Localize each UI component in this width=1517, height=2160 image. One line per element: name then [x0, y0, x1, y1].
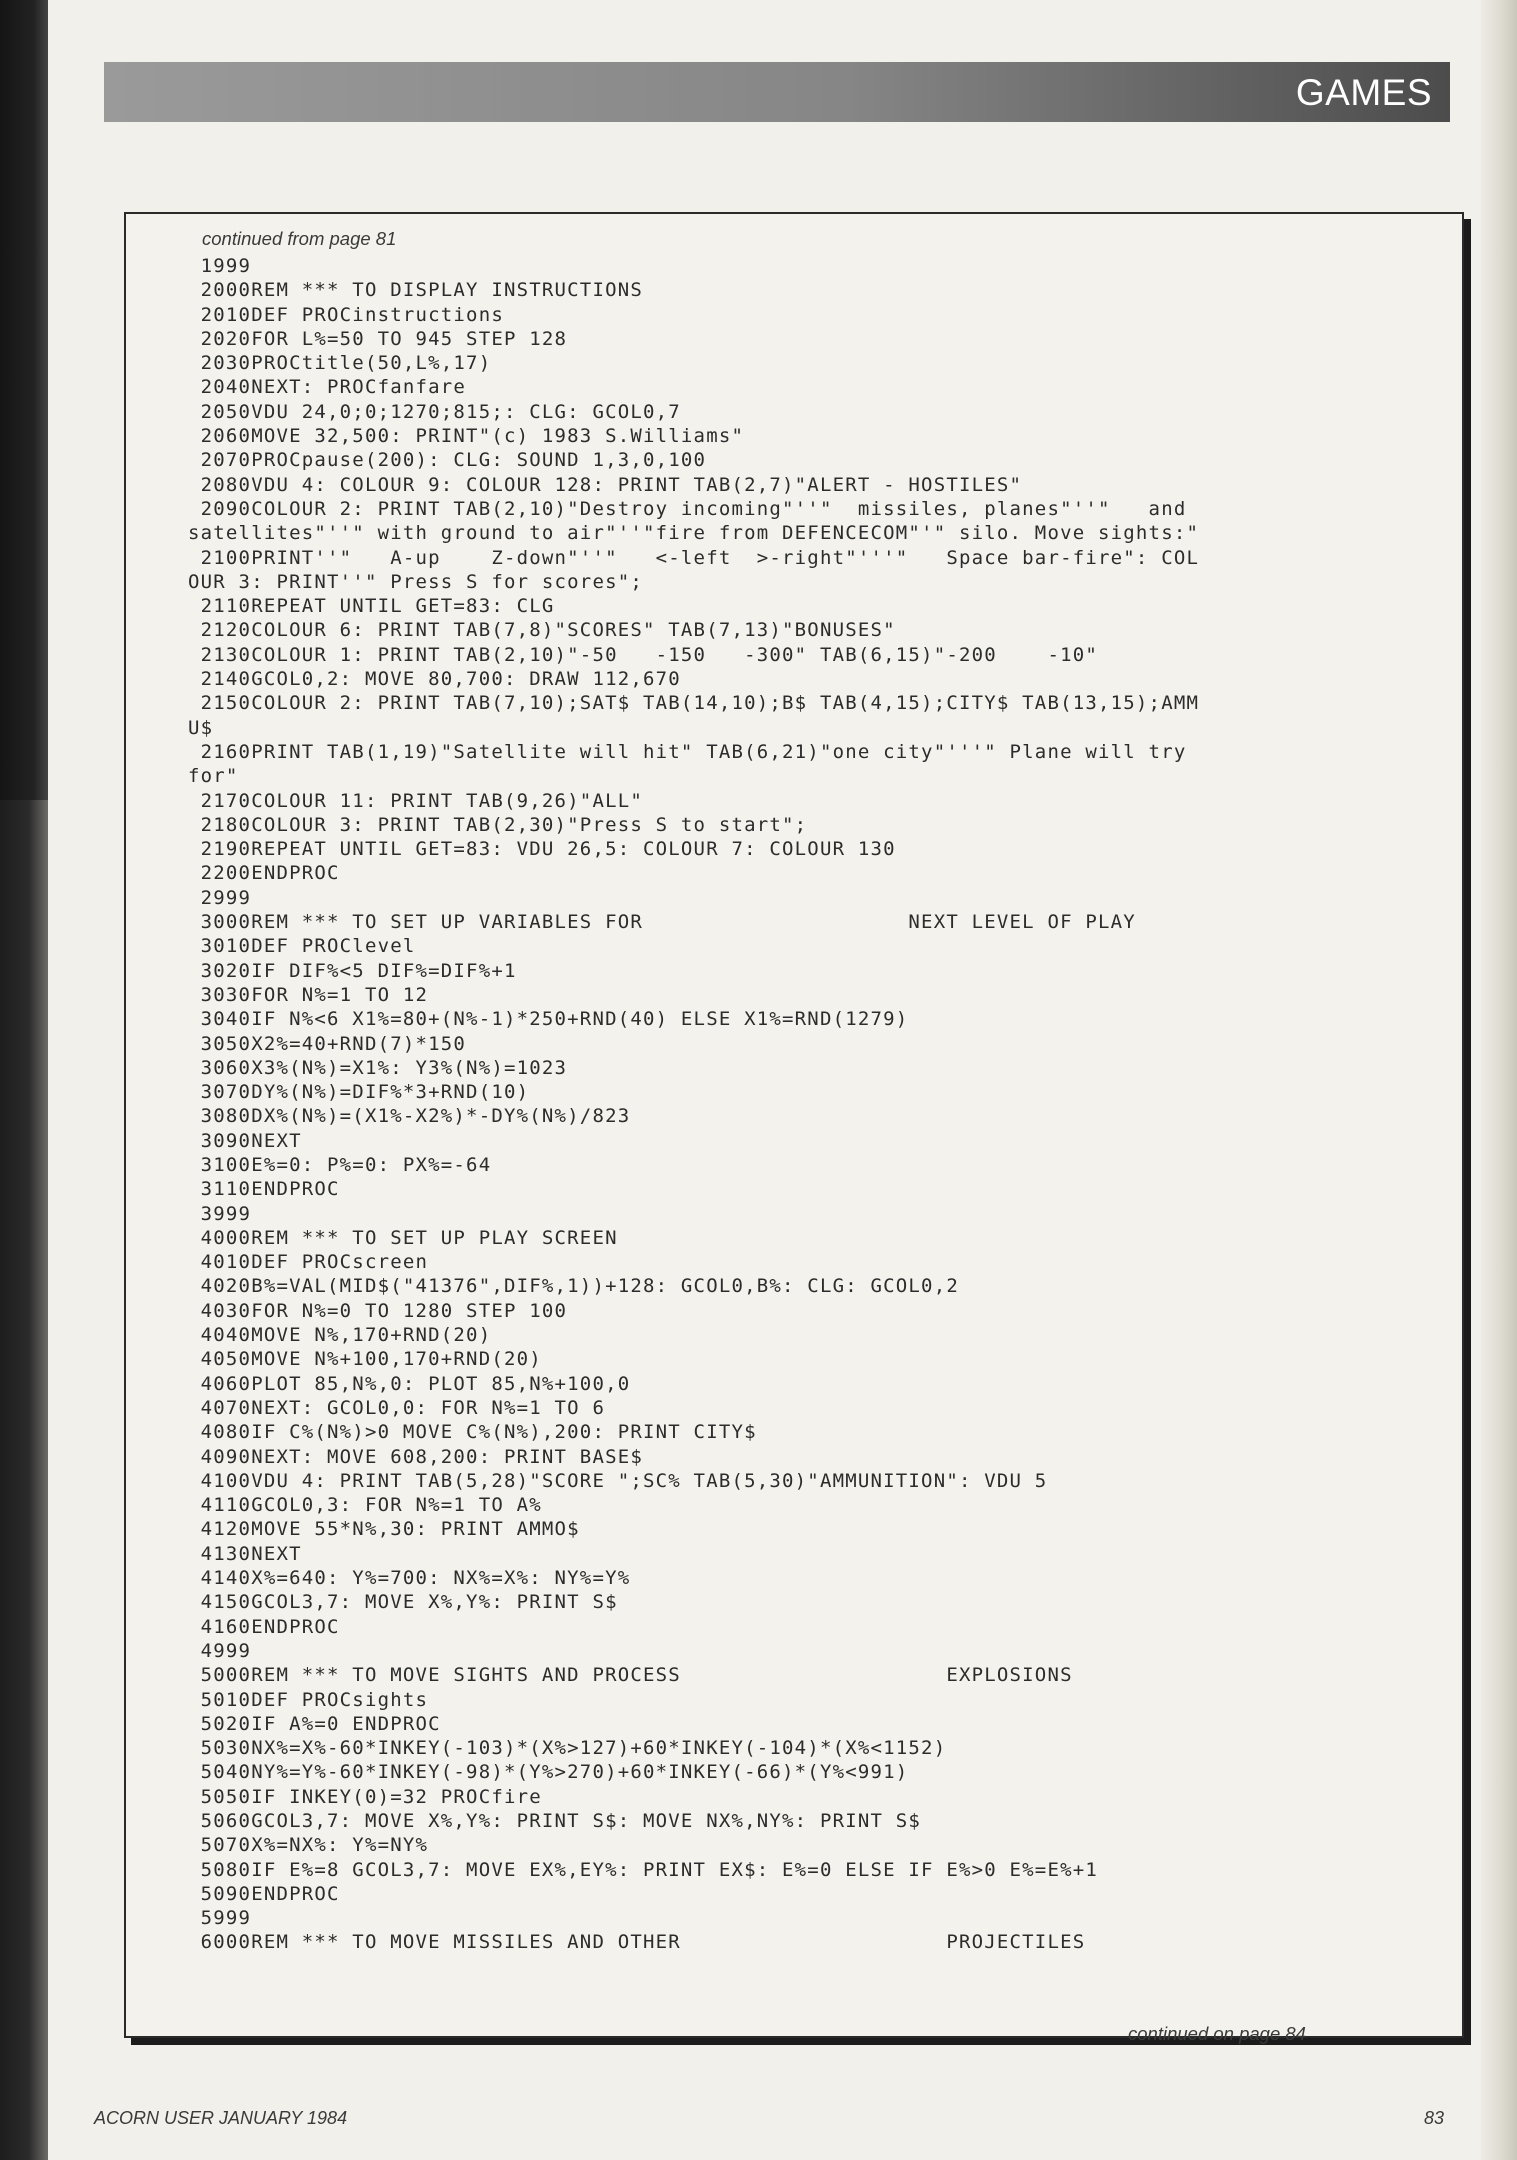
listing-line: 2080VDU 4: COLOUR 9: COLOUR 128: PRINT TAB(2,7)"ALERT - HOSTILES"	[188, 473, 1023, 496]
listing-line: 5010DEF PROCsights	[188, 1688, 429, 1711]
listing-line: 2000REM *** TO DISPLAY INSTRUCTIONS	[188, 279, 644, 302]
listing-line: 4140X%=640: Y%=700: NX%=X%: NY%=Y%	[188, 1567, 631, 1590]
listing-line: 2020FOR L%=50 TO 945 STEP 128	[188, 327, 568, 350]
listing-line: 5030NX%=X%-60*INKEY(-103)*(X%>127)+60*INKEY(-104)*(X%<1152)	[188, 1737, 947, 1760]
listing-line: 2140GCOL0,2: MOVE 80,700: DRAW 112,670	[188, 668, 681, 691]
listing-line: 4999	[188, 1639, 252, 1662]
listing-line: 4000REM *** TO SET UP PLAY SCREEN	[188, 1226, 618, 1249]
listing-line: 2060MOVE 32,500: PRINT"(c) 1983 S.Williams"	[188, 425, 745, 448]
listing-line: 4060PLOT 85,N%,0: PLOT 85,N%+100,0	[188, 1372, 631, 1395]
listing-line: 2010DEF PROCinstructions	[188, 303, 504, 326]
binding-spine-shadow	[0, 0, 48, 800]
listing-line: 5060GCOL3,7: MOVE X%,Y%: PRINT S$: MOVE NX%,NY%: PRINT S$	[188, 1810, 922, 1832]
listing-line: U$	[188, 716, 214, 739]
listing-line: 1999	[188, 255, 252, 277]
listing-line: 3080DX%(N%)=(X1%-X2%)*-DY%(N%)/823	[188, 1105, 631, 1128]
listing-line: 5090ENDPROC	[188, 1882, 340, 1905]
listing-line: 4020B%=VAL(MID$("41376",DIF%,1))+128: GCOL0,B%: CLG: GCOL0,2	[188, 1275, 959, 1298]
listing-line: 5999	[188, 1907, 252, 1930]
listing-line: 2190REPEAT UNTIL GET=83: VDU 26,5: COLOUR 7: COLOUR 130	[188, 838, 896, 861]
listing-line: 2110REPEAT UNTIL GET=83: CLG	[188, 595, 555, 618]
listing-line: 5040NY%=Y%-60*INKEY(-98)*(Y%>270)+60*INKEY(-66)*(Y%<991)	[188, 1761, 909, 1784]
page-number: 83	[1424, 2108, 1445, 2128]
listing-line: 2200ENDPROC	[188, 862, 340, 885]
listing-line: 3030FOR N%=1 TO 12	[188, 983, 429, 1006]
listing-line: 3050X2%=40+RND(7)*150	[188, 1032, 467, 1055]
listing-line: 2150COLOUR 2: PRINT TAB(7,10);SAT$ TAB(14,10);B$ TAB(4,15);CITY$ TAB(13,15);AMM	[188, 692, 1200, 715]
listing-line: 3000REM *** TO SET UP VARIABLES FOR NEXT LEVEL OF PLAY	[188, 911, 1136, 934]
listing-line: 2070PROCpause(200): CLG: SOUND 1,3,0,100	[188, 449, 707, 472]
listing-line: satellites"''" with ground to air"''"fire from DEFENCECOM"'" silo. Move sights:"	[188, 522, 1200, 545]
listing-line: 2120COLOUR 6: PRINT TAB(7,8)"SCORES" TAB(7,13)"BONUSES"	[188, 619, 896, 642]
listing-line: 2180COLOUR 3: PRINT TAB(2,30)"Press S to start";	[188, 813, 808, 836]
listing-line: 2170COLOUR 11: PRINT TAB(9,26)"ALL"	[188, 789, 644, 812]
page-edge	[1481, 0, 1517, 2160]
listing-line: 5020IF A%=0 ENDPROC	[188, 1712, 441, 1735]
listing-line: 3040IF N%<6 X1%=80+(N%-1)*250+RND(40) ELSE X1%=RND(1279)	[188, 1008, 909, 1031]
listing-line: 4130NEXT	[188, 1542, 302, 1565]
listing-line: 3020IF DIF%<5 DIF%=DIF%+1	[188, 959, 517, 982]
listing-line: 3070DY%(N%)=DIF%*3+RND(10)	[188, 1081, 530, 1104]
listing-line: 4150GCOL3,7: MOVE X%,Y%: PRINT S$	[188, 1591, 618, 1614]
listing-line: 4040MOVE N%,170+RND(20)	[188, 1324, 492, 1347]
listing-line: 5080IF E%=8 GCOL3,7: MOVE EX%,EY%: PRINT EX$: E%=0 ELSE IF E%>0 E%=E%+1	[188, 1858, 1099, 1881]
continued-from-note: continued from page 81	[202, 228, 397, 249]
listing-line: 2040NEXT: PROCfanfare	[188, 376, 467, 399]
listing-line: 2030PROCtitle(50,L%,17)	[188, 352, 492, 375]
listing-line: 2999	[188, 886, 252, 909]
basic-program-listing	[188, 254, 1388, 1955]
listing-line: 2100PRINT''" A-up Z-down"''" <-left >-right"'''" Space bar-fire": COL	[188, 546, 1200, 569]
listing-line: 4030FOR N%=0 TO 1280 STEP 100	[188, 1299, 568, 1322]
listing-line: 3010DEF PROClevel	[188, 935, 416, 958]
listing-line: 3060X3%(N%)=X1%: Y3%(N%)=1023	[188, 1056, 568, 1079]
listing-line: 5000REM *** TO MOVE SIGHTS AND PROCESS EXPLOSIONS	[188, 1664, 1073, 1687]
listing-line: 2050VDU 24,0;0;1270;815;: CLG: GCOL0,7	[188, 400, 681, 423]
listing-line: 2090COLOUR 2: PRINT TAB(2,10)"Destroy incoming"''" missiles, planes"''" and	[188, 497, 1187, 520]
listing-line: 3100E%=0: P%=0: PX%=-64	[188, 1153, 492, 1176]
continued-on-note: continued on page 84	[1128, 2023, 1306, 2044]
listing-line: 5050IF INKEY(0)=32 PROCfire	[188, 1785, 542, 1808]
listing-line: 4110GCOL0,3: FOR N%=1 TO A%	[188, 1494, 542, 1517]
listing-line: 3110ENDPROC	[188, 1178, 340, 1201]
listing-line: 4050MOVE N%+100,170+RND(20)	[188, 1348, 542, 1371]
listing-line: 4100VDU 4: PRINT TAB(5,28)"SCORE ";SC% TAB(5,30)"AMMUNITION": VDU 5	[188, 1469, 1048, 1492]
listing-line: 5070X%=NX%: Y%=NY%	[188, 1834, 429, 1857]
listing-line: 4160ENDPROC	[188, 1615, 340, 1638]
listing-line: 4070NEXT: GCOL0,0: FOR N%=1 TO 6	[188, 1396, 606, 1419]
listing-line: 3999	[188, 1202, 252, 1225]
listing-line: OUR 3: PRINT''" Press S for scores";	[188, 570, 644, 593]
listing-line: for"	[188, 765, 239, 788]
publication-footer: ACORN USER JANUARY 1984	[94, 2108, 348, 2128]
listing-line: 3090NEXT	[188, 1129, 302, 1152]
listing-line: 4010DEF PROCscreen	[188, 1251, 429, 1274]
listing-line: 4090NEXT: MOVE 608,200: PRINT BASE$	[188, 1445, 644, 1468]
listing-line: 4080IF C%(N%)>0 MOVE C%(N%),200: PRINT CITY$	[188, 1421, 757, 1444]
listing-line: 2160PRINT TAB(1,19)"Satellite will hit" TAB(6,21)"one city"'''" Plane will try	[188, 740, 1187, 763]
listing-line: 2130COLOUR 1: PRINT TAB(2,10)"-50 -150 -300" TAB(6,15)"-200 -10"	[188, 643, 1099, 666]
listing-line: 4120MOVE 55*N%,30: PRINT AMMO$	[188, 1518, 580, 1541]
section-header-bar	[104, 62, 1450, 122]
listing-line: 6000REM *** TO MOVE MISSILES AND OTHER PROJECTILES	[188, 1931, 1086, 1954]
section-title: GAMES	[1295, 72, 1432, 113]
